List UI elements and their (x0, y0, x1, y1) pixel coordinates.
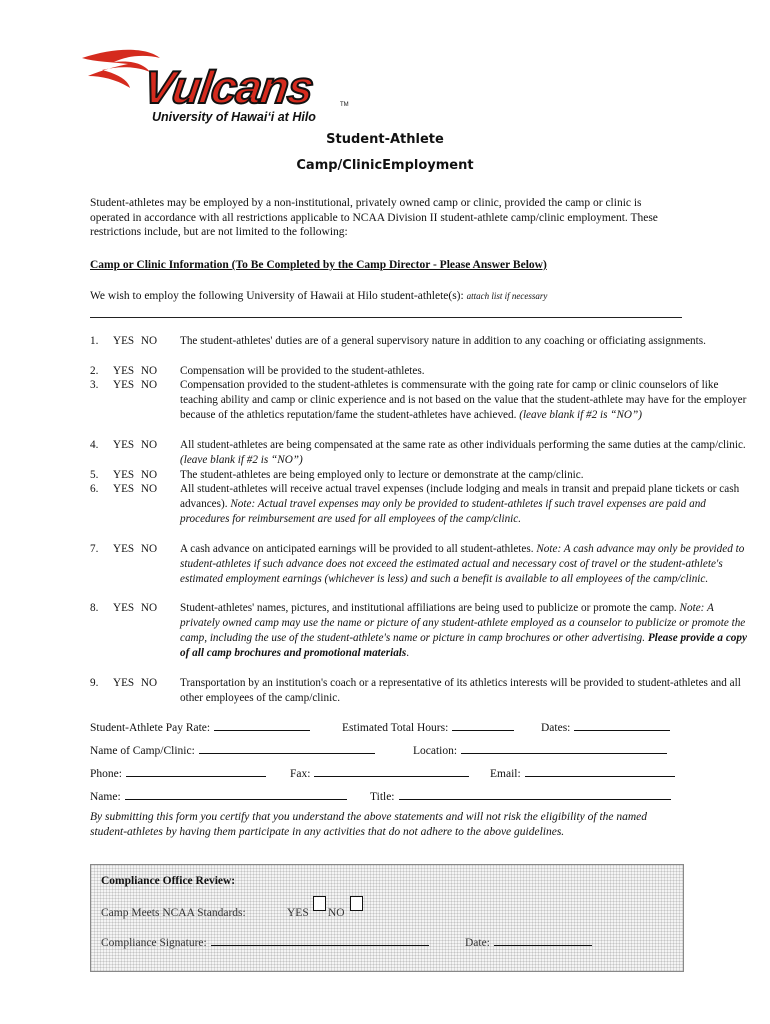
item-note: (leave blank if #2 is “NO”) (519, 408, 642, 421)
employ-line (90, 289, 680, 304)
total-hours-input[interactable] (452, 720, 514, 731)
no-checkbox[interactable] (350, 896, 363, 911)
pay-rate-input[interactable] (214, 720, 310, 731)
yes-checkbox[interactable] (313, 896, 326, 911)
dates-input[interactable] (574, 720, 670, 731)
yes-no-choice[interactable]: YES NO (113, 469, 158, 481)
yes-no-choice[interactable]: YES NO (113, 365, 158, 377)
yes-no-choice[interactable]: YES NO (113, 602, 158, 614)
page-subtitle: Camp/ClinicEmployment (296, 158, 474, 173)
yes-no-choice[interactable]: YES NO (113, 677, 158, 689)
page-title: Student-Athlete (326, 132, 444, 147)
fax-input[interactable] (314, 766, 469, 777)
item-note: Note: A privately owned camp may use the name or picture of any student-athlete employed as a counselor to publicize or promote the camp, including the use of the student-athlete's name or picture in camp brochures or other advertising. (180, 602, 746, 644)
item-note: Note: A cash advance may only be provided to student-athletes if such advance does not exceed the estimated actual and necessary cost of travel or the student-athlete's estimated employment earnings (whichever is less) and such a benefit is available to all employees of the camp/clinic. (180, 543, 745, 585)
item-text: The student-athletes are being employed only to lecture or demonstrate at the camp/clinic. (180, 469, 584, 481)
item-text: Compensation provided to the student-athletes is commensurate with the going rate for camp or clinic counselors of like teaching ability and camp or clinic experience and is not based on the value that the student-athlete may have for the employer because of the athletics reputation/fame the student-athletes have achieved. (leave blank if #2 is “NO”) (180, 379, 747, 421)
item-text: All student-athletes are being compensated at the same rate as other individuals performing the same duties at the camp/clinic. (leave blank if #2 is “NO”) (180, 439, 746, 466)
name-input[interactable] (125, 789, 347, 800)
item-number: 6. (90, 483, 99, 495)
item-number: 2. (90, 365, 99, 377)
dates-field[interactable] (541, 720, 670, 734)
title-label: Title: (370, 791, 395, 803)
phone-input[interactable] (126, 766, 266, 777)
item-text: Compensation will be provided to the student-athletes. (180, 365, 425, 377)
item-note: Note: Actual travel expenses may only be provided to student-athletes if such travel expenses are paid and procedures for reimbursement are used for all employees of the camp/clinic. (180, 497, 706, 525)
item-number: 7. (90, 543, 99, 555)
total-hours-label: Estimated Total Hours: (342, 722, 449, 734)
phone-label: Phone: (90, 768, 122, 780)
yes-no-choice[interactable]: YES NO (113, 439, 158, 451)
signature-input[interactable] (211, 935, 429, 946)
review-date-label: Date: (465, 937, 490, 949)
item-number: 8. (90, 602, 99, 614)
email-input[interactable] (525, 766, 675, 777)
location-label: Location: (413, 745, 458, 757)
athletes-line[interactable] (90, 317, 682, 318)
pay-rate-field[interactable] (90, 720, 310, 734)
logo-wordmark: Vulcans (140, 61, 317, 113)
item-note: (leave blank if #2 is “NO”) (180, 453, 303, 466)
item-number: 1. (90, 335, 99, 347)
name-field[interactable] (90, 789, 347, 803)
yes-no-choice[interactable]: YES NO (113, 379, 158, 391)
logo-tm: TM (340, 102, 349, 108)
item-text: All student-athletes will receive actual travel expenses (include lodging and meals in transit and prepaid plane tickets or cash advances). Note: Actual travel expenses may only be provided to student-athletes if such travel expenses are paid and procedures for reimbursement are used for all employees of the camp/clinic. (180, 483, 740, 525)
location-field[interactable] (413, 743, 667, 757)
item-number: 4. (90, 439, 99, 451)
standards-label: Camp Meets NCAA Standards: (101, 907, 246, 919)
camp-name-label: Name of Camp/Clinic: (90, 745, 195, 757)
total-hours-field[interactable] (342, 720, 514, 734)
section-heading: Camp or Clinic Information (To Be Completed by the Camp Director - Please Answer Below) (90, 259, 547, 271)
item-number: 9. (90, 677, 99, 689)
item-number: 5. (90, 469, 99, 481)
signature-field[interactable] (101, 935, 429, 949)
phone-field[interactable] (90, 766, 266, 780)
review-date-input[interactable] (494, 935, 592, 946)
name-label: Name: (90, 791, 121, 803)
item-bold-note: Please provide a copy of all camp brochures and promotional materials (180, 631, 747, 659)
attach-note: attach list if necessary (466, 291, 548, 301)
fax-field[interactable] (290, 766, 469, 780)
compliance-review-box (90, 864, 684, 972)
title-input[interactable] (399, 789, 671, 800)
logo-subtitle: University of Hawai‘i at Hilo (152, 110, 316, 124)
camp-name-input[interactable] (199, 743, 375, 754)
pay-rate-label: Student-Athlete Pay Rate: (90, 722, 211, 734)
compliance-heading: Compliance Office Review: (101, 875, 236, 887)
dates-label: Dates: (541, 722, 571, 734)
yes-no-choice[interactable]: YES NO (113, 335, 158, 347)
review-date-field[interactable] (465, 935, 592, 949)
no-label: NO (328, 907, 345, 919)
item-text: Transportation by an institution's coach or a representative of its athletics interests will be provided to student-athletes and all other employees of the camp/clinic. (180, 677, 741, 704)
employ-label: We wish to employ the following University of Hawaii at Hilo student-athlete(s): (90, 290, 464, 302)
fax-label: Fax: (290, 768, 311, 780)
item-text: The student-athletes' duties are of a general supervisory nature in addition to any coaching or officiating assignments. (180, 335, 706, 347)
title-field[interactable] (370, 789, 671, 803)
yes-no-choice[interactable]: YES NO (113, 543, 158, 555)
yes-label: YES (287, 907, 309, 919)
item-text: A cash advance on anticipated earnings will be provided to all student-athletes. Note: A cash advance may only be provided to student-athletes if such advance does not exceed the estimated actual and necessary cost of travel or the student-athlete's estimated employment earnings (whichever is less) and such a benefit is available to all employees of the camp/clinic. (180, 543, 745, 585)
item-number: 3. (90, 379, 99, 391)
vulcans-logo (78, 44, 358, 128)
camp-name-field[interactable] (90, 743, 375, 757)
item-text: Student-athletes' names, pictures, and institutional affiliations are being used to publicize or promote the camp. Note: A privately owned camp may use the name or picture of any student-athlete employed as a counselor to publicize or promote the camp, including the use of the student-athlete's name or picture in camp brochures or other advertising. Please provide a copy of all camp brochures and promotional materials. (180, 602, 747, 659)
yes-no-choice[interactable]: YES NO (113, 483, 158, 495)
signature-label: Compliance Signature: (101, 937, 207, 949)
location-input[interactable] (461, 743, 667, 754)
certification-statement: By submitting this form you certify that you understand the above statements and will not risk the eligibility of the named student-athletes by having them participate in any activities that do not adhere to the above guidelines. (90, 811, 648, 838)
email-label: Email: (490, 768, 521, 780)
email-field[interactable] (490, 766, 675, 780)
intro-paragraph: Student-athletes may be employed by a non-institutional, privately owned camp or clinic, provided the camp or clinic is operated in accordance with all restrictions applicable to NCAA Division II student-athlete camp/clinic employment. These restrictions include, but are not limited to the following: (90, 197, 658, 238)
